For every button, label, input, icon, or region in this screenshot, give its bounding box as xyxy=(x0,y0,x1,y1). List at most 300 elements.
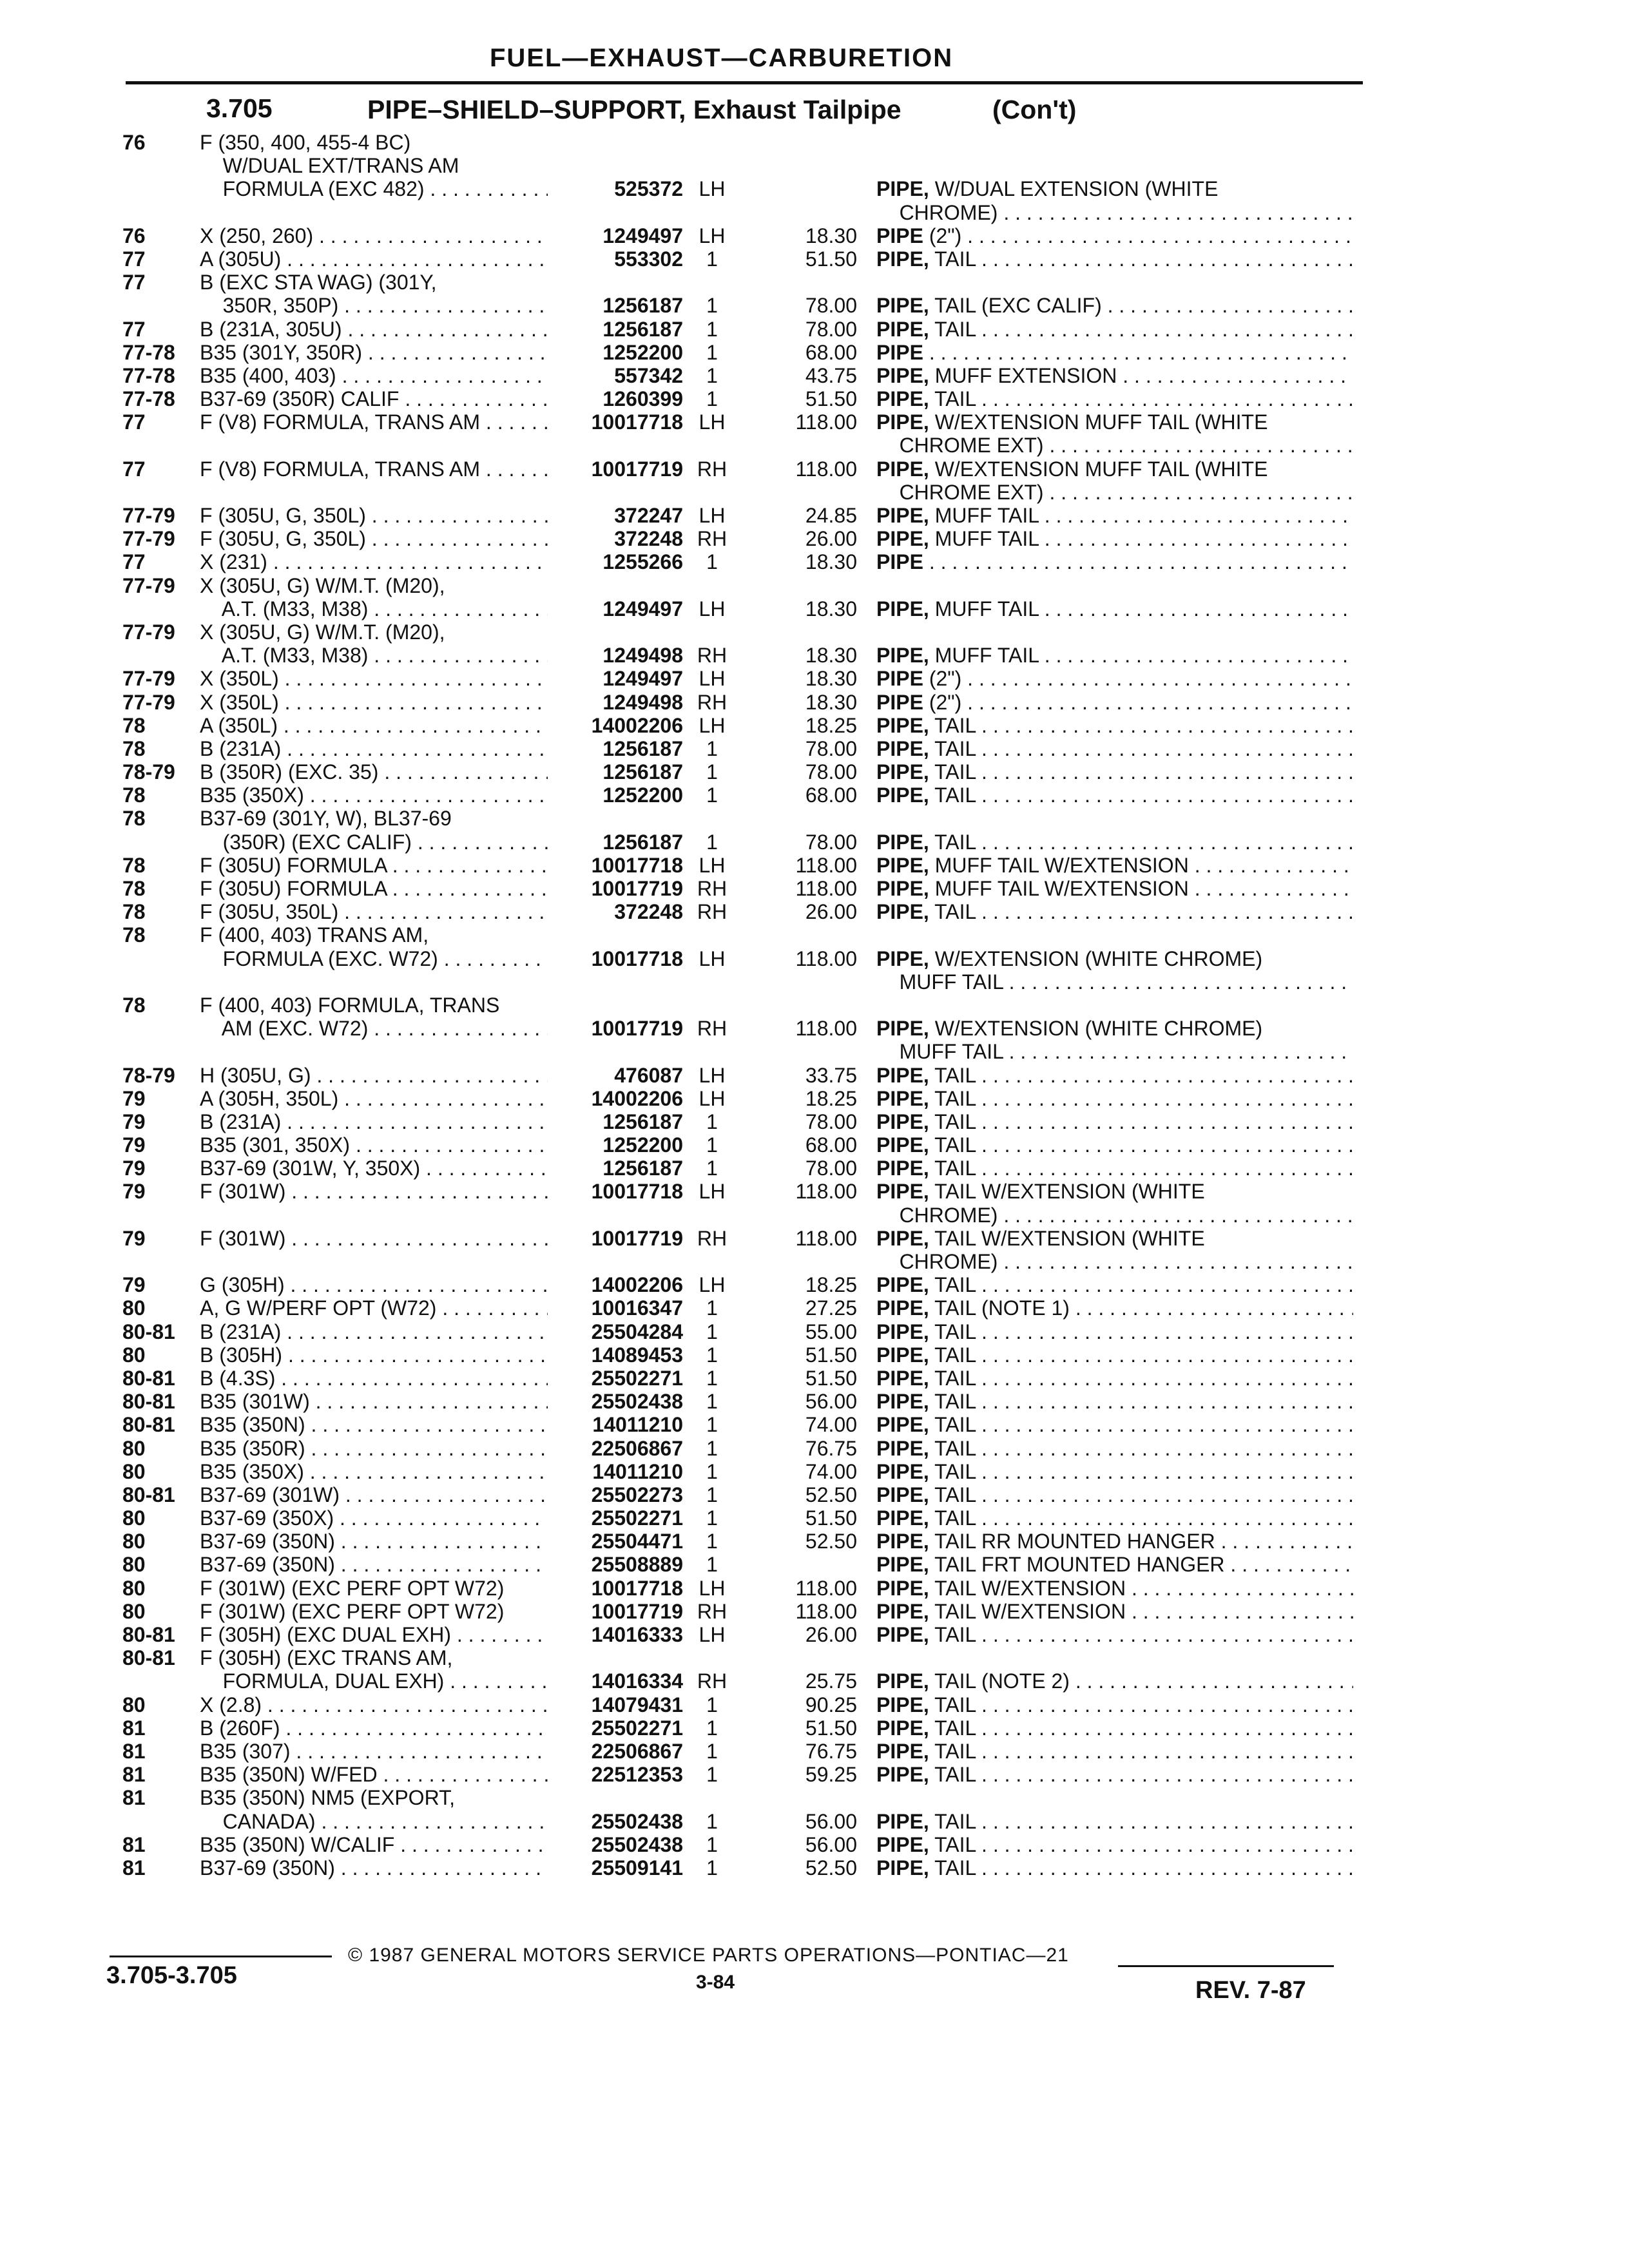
part-name-detail: TAIL xyxy=(929,783,976,807)
model-year: 76 xyxy=(122,224,146,247)
part-number: 553302 xyxy=(614,247,683,271)
part-name xyxy=(876,783,1353,807)
model-year: 79 xyxy=(122,1157,146,1180)
table-row xyxy=(0,970,1629,994)
application-description: F (301W) (EXC PERF OPT W72) xyxy=(200,1576,505,1600)
table-row xyxy=(0,1646,1629,1669)
part-name xyxy=(876,714,1353,737)
application-description: B35 (307) . . . xyxy=(200,1740,548,1763)
part-name-detail: TAIL xyxy=(929,387,976,411)
quantity: LH xyxy=(699,1180,726,1204)
table-row xyxy=(0,247,1629,271)
part-number: 25502271 xyxy=(591,1366,683,1390)
part-name xyxy=(876,1017,1353,1040)
part-name-detail: (2") xyxy=(923,224,962,247)
price: 51.50 xyxy=(805,1366,857,1390)
part-name-detail: MUFF TAIL xyxy=(929,644,1039,668)
section-number: 3.705 xyxy=(206,93,273,123)
application-description: AM (EXC. W72) . . . xyxy=(200,1017,548,1040)
table-row xyxy=(0,410,1629,434)
part-name-detail: CHROME) xyxy=(876,1250,998,1273)
part-name-keyword: PIPE, xyxy=(876,457,929,481)
part-name-keyword: PIPE, xyxy=(876,1413,929,1437)
part-number: 476087 xyxy=(614,1063,683,1087)
model-year: 79 xyxy=(122,1180,146,1204)
quantity: LH xyxy=(699,853,726,877)
part-number: 14011210 xyxy=(592,1413,683,1437)
table-row xyxy=(0,457,1629,481)
application-description: B (231A, 305U) . . . xyxy=(200,318,548,341)
part-name xyxy=(876,1623,1353,1646)
part-name-keyword: PIPE, xyxy=(876,1226,929,1250)
price: 68.00 xyxy=(805,783,857,807)
model-year: 77 xyxy=(122,550,146,574)
quantity: 1 xyxy=(706,1763,718,1787)
table-row xyxy=(0,854,1629,877)
price: 118.00 xyxy=(795,1599,857,1623)
table-row xyxy=(0,1437,1629,1460)
application-description: FORMULA (EXC 482) . . . xyxy=(200,177,548,200)
quantity: LH xyxy=(699,667,726,691)
part-name-keyword: PIPE, xyxy=(876,1343,929,1367)
part-name-detail: TAIL FRT MOUNTED HANGER xyxy=(929,1553,1225,1577)
quantity: 1 xyxy=(706,387,718,411)
part-name-keyword: PIPE, xyxy=(876,1063,929,1087)
part-name-detail: TAIL xyxy=(929,1366,976,1390)
application-description: F (305U, G, 350L) . . . xyxy=(200,504,548,527)
application-description: 350R, 350P) . . . xyxy=(200,294,548,317)
part-name-detail: TAIL xyxy=(929,1506,976,1530)
model-year: 77-78 xyxy=(122,387,175,411)
application-description: B37-69 (350N) . . . xyxy=(200,1856,548,1879)
part-number: 1249497 xyxy=(602,224,683,247)
part-name-keyword: PIPE, xyxy=(876,597,929,620)
price: 76.75 xyxy=(805,1436,857,1460)
quantity: 1 xyxy=(706,1739,718,1763)
price: 27.25 xyxy=(805,1296,857,1320)
part-name xyxy=(876,1577,1353,1600)
table-row xyxy=(0,644,1629,667)
model-year: 78-79 xyxy=(122,760,175,784)
table-row xyxy=(0,271,1629,294)
application-description: X (350L) . . . xyxy=(200,691,548,714)
part-number: 1256187 xyxy=(602,830,683,854)
table-row xyxy=(0,1204,1629,1227)
quantity: LH xyxy=(699,713,726,737)
price: 51.50 xyxy=(805,1343,857,1367)
application-description: X (305U, G) W/M.T. (M20), xyxy=(200,573,445,597)
price: 68.00 xyxy=(805,340,857,364)
application-description: H (305U, G) . . . xyxy=(200,1064,548,1087)
model-year: 80-81 xyxy=(122,1483,175,1506)
part-name xyxy=(876,1553,1353,1576)
table-row xyxy=(0,1669,1629,1693)
table-row xyxy=(0,131,1629,154)
table-row xyxy=(0,1110,1629,1133)
application-description: A.T. (M33, M38) . . . xyxy=(200,597,548,620)
part-number: 1249497 xyxy=(602,667,683,691)
part-number: 14002206 xyxy=(591,1273,683,1297)
quantity: RH xyxy=(697,690,728,714)
part-number: 25508889 xyxy=(591,1553,683,1577)
part-number: 1255266 xyxy=(602,550,683,574)
part-name xyxy=(876,364,1353,387)
quantity: 1 xyxy=(706,1436,718,1460)
model-year: 77-79 xyxy=(122,527,175,551)
part-name xyxy=(876,1157,1353,1180)
part-name-keyword: PIPE xyxy=(876,690,923,714)
part-name-detail: TAIL xyxy=(929,1413,976,1437)
part-number: 10017719 xyxy=(591,1599,683,1623)
part-number: 14079431 xyxy=(591,1693,683,1716)
price: 118.00 xyxy=(795,457,857,481)
part-name xyxy=(876,434,1353,457)
quantity: 1 xyxy=(706,1133,718,1157)
price: 78.00 xyxy=(805,1110,857,1133)
part-name-keyword: PIPE, xyxy=(876,247,929,271)
part-number: 10017719 xyxy=(591,1226,683,1250)
price: 18.25 xyxy=(805,1086,857,1110)
table-row xyxy=(0,1320,1629,1343)
part-name-keyword: PIPE, xyxy=(876,1763,929,1787)
part-number: 372247 xyxy=(614,504,683,527)
part-name-detail: TAIL xyxy=(929,713,976,737)
model-year: 80 xyxy=(122,1459,146,1483)
model-year: 78 xyxy=(122,923,146,947)
table-row xyxy=(0,1483,1629,1506)
part-name xyxy=(876,760,1353,783)
part-name-keyword: PIPE, xyxy=(876,1390,929,1414)
model-year: 77-78 xyxy=(122,363,175,387)
table-row xyxy=(0,1763,1629,1786)
part-name-keyword: PIPE, xyxy=(876,947,929,970)
part-name-keyword: PIPE, xyxy=(876,1110,929,1133)
quantity: LH xyxy=(699,597,726,620)
part-name-detail: TAIL W/EXTENSION (WHITE xyxy=(929,1180,1205,1204)
part-number: 14011210 xyxy=(592,1459,683,1483)
application-description: B (260F) . . . xyxy=(200,1716,548,1740)
application-description: B37-69 (301W) . . . xyxy=(200,1483,548,1506)
part-name xyxy=(876,341,1353,364)
part-name xyxy=(876,1530,1353,1553)
part-name xyxy=(876,1296,1353,1320)
part-number: 14089453 xyxy=(591,1343,683,1367)
part-name xyxy=(876,1413,1353,1436)
part-name-detail: TAIL W/EXTENSION xyxy=(929,1599,1126,1623)
quantity: 1 xyxy=(706,830,718,854)
part-name-keyword: PIPE, xyxy=(876,527,929,551)
part-name-detail: TAIL xyxy=(929,1459,976,1483)
part-name-keyword: PIPE, xyxy=(876,294,929,318)
part-name-keyword: PIPE, xyxy=(876,1366,929,1390)
part-number: 1260399 xyxy=(602,387,683,411)
part-number: 1256187 xyxy=(602,760,683,784)
part-number: 10016347 xyxy=(591,1296,683,1320)
application-description: B35 (301Y, 350R) . . . xyxy=(200,341,548,364)
part-number: 1249498 xyxy=(602,644,683,668)
price: 74.00 xyxy=(805,1413,857,1437)
price: 78.00 xyxy=(805,1157,857,1180)
part-name xyxy=(876,318,1353,341)
application-description: F (301W) . . . xyxy=(200,1180,548,1203)
part-name-keyword: PIPE, xyxy=(876,1459,929,1483)
model-year: 81 xyxy=(122,1832,146,1856)
part-name-keyword: PIPE, xyxy=(876,1273,929,1297)
table-row xyxy=(0,737,1629,760)
quantity: 1 xyxy=(706,1320,718,1343)
part-number: 557342 xyxy=(614,363,683,387)
quantity: RH xyxy=(697,1669,728,1693)
part-name-keyword: PIPE, xyxy=(876,1693,929,1716)
table-row xyxy=(0,877,1629,900)
part-name-keyword: PIPE, xyxy=(876,317,929,341)
application-description: G (305H) . . . xyxy=(200,1273,548,1296)
application-description: A (305U) . . . xyxy=(200,247,548,271)
part-name xyxy=(876,877,1353,900)
application-description: B35 (350X) . . . xyxy=(200,1460,548,1483)
part-name xyxy=(876,1390,1353,1413)
part-name xyxy=(876,1064,1353,1087)
part-name-detail: TAIL xyxy=(929,830,976,854)
model-year: 78 xyxy=(122,783,146,807)
application-description: FORMULA, DUAL EXH) . . . xyxy=(200,1669,548,1693)
model-year: 80-81 xyxy=(122,1623,175,1646)
model-year: 80 xyxy=(122,1436,146,1460)
table-row xyxy=(0,900,1629,923)
part-name xyxy=(876,1693,1353,1716)
part-name-keyword: PIPE, xyxy=(876,853,929,877)
quantity: LH xyxy=(699,1063,726,1087)
part-name-keyword: PIPE, xyxy=(876,1576,929,1600)
part-name xyxy=(876,1343,1353,1367)
quantity: 1 xyxy=(706,1693,718,1716)
table-row xyxy=(0,1273,1629,1296)
price: 26.00 xyxy=(805,527,857,551)
quantity: LH xyxy=(699,1623,726,1646)
part-name-keyword: PIPE, xyxy=(876,1553,929,1577)
model-year: 80 xyxy=(122,1530,146,1553)
application-description: B35 (350X) . . . xyxy=(200,783,548,807)
part-name-keyword: PIPE, xyxy=(876,900,929,924)
part-name-detail: TAIL xyxy=(929,1086,976,1110)
table-row xyxy=(0,1786,1629,1809)
price: 118.00 xyxy=(795,1226,857,1250)
price: 78.00 xyxy=(805,830,857,854)
model-year: 81 xyxy=(122,1856,146,1879)
part-number: 10017718 xyxy=(591,947,683,970)
part-name xyxy=(876,1763,1353,1786)
application-description: X (2.8) . . . xyxy=(200,1693,548,1716)
part-name-keyword: PIPE xyxy=(876,224,923,247)
header-rule xyxy=(126,81,1363,84)
model-year: 80 xyxy=(122,1576,146,1600)
parts-list xyxy=(0,131,1629,1879)
part-name xyxy=(876,1810,1353,1833)
price: 118.00 xyxy=(795,947,857,970)
price: 25.75 xyxy=(805,1669,857,1693)
part-number: 14002206 xyxy=(591,1086,683,1110)
part-number: 1252200 xyxy=(602,1133,683,1157)
part-name-detail: (2") xyxy=(923,690,962,714)
application-description: B35 (400, 403) . . . xyxy=(200,364,548,387)
application-description: (350R) (EXC CALIF) . . . xyxy=(200,831,548,854)
application-description: X (250, 260) . . . xyxy=(200,224,548,247)
part-number: 10017718 xyxy=(591,1576,683,1600)
part-name-keyword: PIPE, xyxy=(876,644,929,668)
model-year: 78 xyxy=(122,900,146,924)
model-year: 78 xyxy=(122,993,146,1017)
part-name xyxy=(876,201,1353,224)
quantity: LH xyxy=(699,1576,726,1600)
part-name-keyword: PIPE, xyxy=(876,1856,929,1879)
quantity: 1 xyxy=(706,1110,718,1133)
model-year: 77-79 xyxy=(122,573,175,597)
part-name-detail: TAIL xyxy=(929,736,976,760)
part-name-detail: TAIL xyxy=(929,1739,976,1763)
table-row xyxy=(0,224,1629,247)
part-name xyxy=(876,177,1353,200)
part-name xyxy=(876,737,1353,760)
table-row xyxy=(0,947,1629,970)
price: 43.75 xyxy=(805,363,857,387)
quantity: 1 xyxy=(706,1483,718,1506)
quantity: RH xyxy=(697,900,728,924)
application-description: B35 (350N) W/CALIF . . . xyxy=(200,1833,548,1856)
part-name-keyword: PIPE, xyxy=(876,713,929,737)
application-description: A (305H, 350L) . . . xyxy=(200,1087,548,1110)
part-name-keyword: PIPE, xyxy=(876,1180,929,1204)
application-description: FORMULA (EXC. W72) . . . xyxy=(200,947,548,970)
part-name-detail: MUFF TAIL xyxy=(929,597,1039,620)
table-row xyxy=(0,1227,1629,1250)
price: 33.75 xyxy=(805,1063,857,1087)
part-name xyxy=(876,831,1353,854)
price: 90.25 xyxy=(805,1693,857,1716)
model-year: 80 xyxy=(122,1553,146,1577)
application-description: F (301W) . . . xyxy=(200,1227,548,1250)
part-number: 14002206 xyxy=(591,713,683,737)
application-description: B (EXC STA WAG) (301Y, xyxy=(200,271,437,294)
application-description: B37-69 (350X) . . . xyxy=(200,1506,548,1530)
table-row xyxy=(0,1157,1629,1180)
part-name-detail: TAIL xyxy=(929,317,976,341)
table-row xyxy=(0,201,1629,224)
application-description: F (305U) FORMULA . . . xyxy=(200,854,548,877)
application-description: B35 (350R) . . . xyxy=(200,1437,548,1460)
footer-rule-right xyxy=(1118,1965,1334,1967)
price: 52.50 xyxy=(805,1483,857,1506)
quantity: LH xyxy=(699,1273,726,1297)
table-row xyxy=(0,434,1629,457)
table-row xyxy=(0,1250,1629,1273)
table-row xyxy=(0,807,1629,830)
model-year: 77-79 xyxy=(122,667,175,691)
quantity: 1 xyxy=(706,1809,718,1833)
quantity: 1 xyxy=(706,1296,718,1320)
quantity: 1 xyxy=(706,1506,718,1530)
quantity: 1 xyxy=(706,760,718,784)
price: 24.85 xyxy=(805,504,857,527)
part-name xyxy=(876,1227,1353,1250)
price: 118.00 xyxy=(795,410,857,434)
part-name-keyword: PIPE, xyxy=(876,1157,929,1180)
application-description: B37-69 (350R) CALIF . . . xyxy=(200,387,548,410)
quantity: LH xyxy=(699,504,726,527)
model-year: 80 xyxy=(122,1693,146,1716)
part-name xyxy=(876,550,1353,573)
price: 118.00 xyxy=(795,877,857,900)
model-year: 77-78 xyxy=(122,340,175,364)
part-name-detail: TAIL xyxy=(929,1716,976,1740)
application-description: B (4.3S) . . . xyxy=(200,1367,548,1390)
model-year: 79 xyxy=(122,1086,146,1110)
quantity: 1 xyxy=(706,1856,718,1879)
part-name-detail: MUFF TAIL W/EXTENSION xyxy=(929,877,1189,900)
part-name-detail: TAIL xyxy=(929,900,976,924)
part-name-keyword: PIPE, xyxy=(876,1623,929,1646)
quantity: LH xyxy=(699,177,726,201)
quantity: 1 xyxy=(706,247,718,271)
part-name-detail: TAIL xyxy=(929,1483,976,1506)
section-title-main: PIPE–SHIELD–SUPPORT, xyxy=(367,95,686,124)
part-name-detail: MUFF EXTENSION xyxy=(929,363,1117,387)
price: 76.75 xyxy=(805,1739,857,1763)
model-year: 78 xyxy=(122,853,146,877)
table-row xyxy=(0,691,1629,714)
quantity: RH xyxy=(697,1017,728,1041)
part-number: 25509141 xyxy=(591,1856,683,1879)
footer-page-number: 3-84 xyxy=(696,1972,735,1993)
application-description: A, G W/PERF OPT (W72) . . . xyxy=(200,1296,548,1320)
part-name xyxy=(876,1669,1353,1693)
model-year: 81 xyxy=(122,1716,146,1740)
price: 118.00 xyxy=(795,853,857,877)
part-name xyxy=(876,527,1353,550)
table-row xyxy=(0,481,1629,504)
application-description: B35 (301W) . . . xyxy=(200,1390,548,1413)
price: 68.00 xyxy=(805,1133,857,1157)
price: 51.50 xyxy=(805,387,857,411)
quantity: RH xyxy=(697,1226,728,1250)
part-name-detail: W/EXTENSION (WHITE CHROME) xyxy=(929,1017,1263,1041)
price: 55.00 xyxy=(805,1320,857,1343)
table-row xyxy=(0,760,1629,783)
part-name-detail: TAIL RR MOUNTED HANGER xyxy=(929,1530,1215,1553)
price: 118.00 xyxy=(795,1180,857,1204)
price: 18.25 xyxy=(805,1273,857,1297)
model-year: 77 xyxy=(122,410,146,434)
table-row xyxy=(0,550,1629,573)
part-number: 1252200 xyxy=(602,783,683,807)
part-name-detail: TAIL xyxy=(929,247,976,271)
model-year: 78 xyxy=(122,713,146,737)
part-name xyxy=(876,294,1353,317)
table-row xyxy=(0,1413,1629,1436)
part-name xyxy=(876,1600,1353,1623)
part-name-detail: W/EXTENSION (WHITE CHROME) xyxy=(929,947,1263,970)
part-name xyxy=(876,224,1353,247)
application-description: F (400, 403) FORMULA, TRANS xyxy=(200,993,500,1017)
table-row xyxy=(0,994,1629,1017)
price: 56.00 xyxy=(805,1809,857,1833)
table-row xyxy=(0,923,1629,947)
table-row xyxy=(0,1623,1629,1646)
part-number: 372248 xyxy=(614,900,683,924)
application-description: CANADA) . . . xyxy=(200,1810,548,1833)
model-year: 80-81 xyxy=(122,1390,175,1414)
part-name xyxy=(876,1367,1353,1390)
model-year: 77 xyxy=(122,457,146,481)
